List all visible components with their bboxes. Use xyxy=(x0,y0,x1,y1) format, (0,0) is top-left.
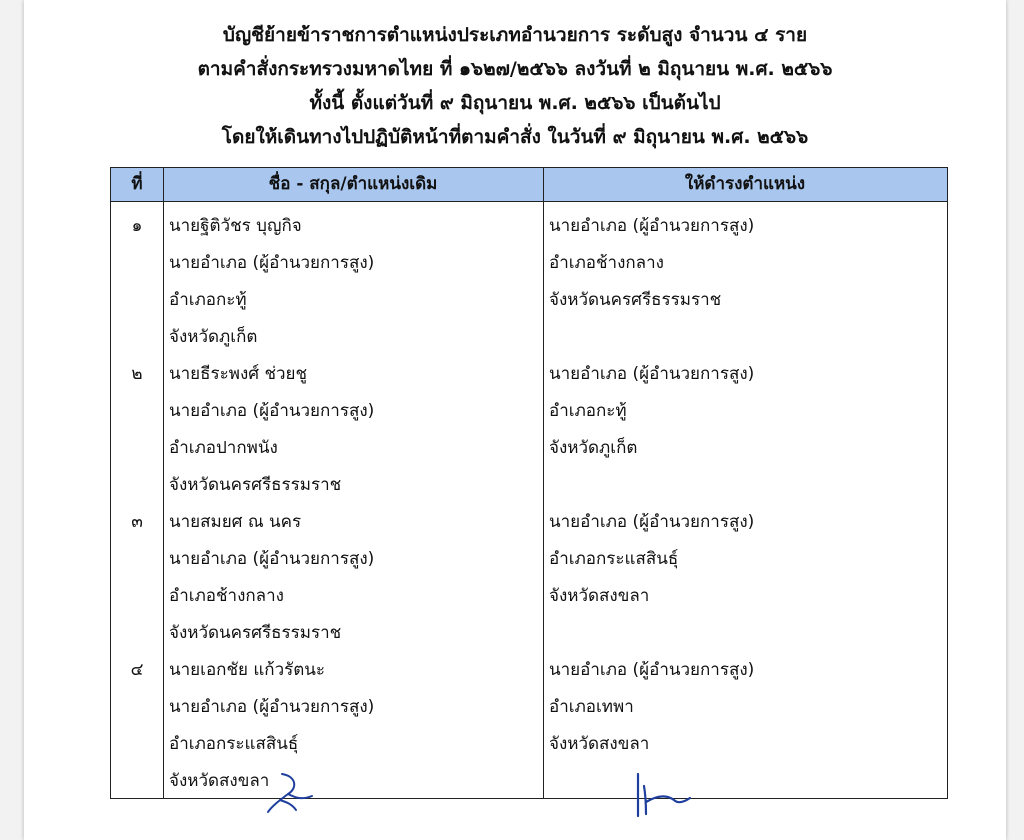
document-header xyxy=(24,18,1006,154)
new-position: นายอำเภอ (ผู้อำนวยการสูง) xyxy=(549,512,755,532)
old-district: อำเภอปากพนัง xyxy=(169,438,278,458)
old-province: จังหวัดภูเก็ต xyxy=(169,327,258,347)
row-number: ๒ xyxy=(131,364,143,384)
table-row xyxy=(111,652,947,800)
person-name: นายธีระพงศ์ ช่วยชู xyxy=(169,364,308,384)
new-position: นายอำเภอ (ผู้อำนวยการสูง) xyxy=(549,364,755,384)
old-position: นายอำเภอ (ผู้อำนวยการสูง) xyxy=(169,549,375,569)
row-number: ๑ xyxy=(131,216,143,236)
table-row xyxy=(111,208,947,356)
name-old-position-cell xyxy=(169,504,539,652)
column-header-name-old-position: ชื่อ - สกุล/ตำแหน่งเดิม xyxy=(268,174,438,194)
person-name: นายสมยศ ณ นคร xyxy=(169,512,302,532)
row-number: ๔ xyxy=(130,660,144,680)
header-order-reference: ตามคำสั่งกระทรวงมหาดไทย ที่ ๑๖๒๗/๒๕๖๖ ลงวันที่ ๒ มิถุนายน พ.ศ. ๒๕๖๖ xyxy=(197,58,833,80)
person-name: นายฐิติวัชร บุญกิจ xyxy=(169,216,302,236)
name-old-position-cell xyxy=(169,356,539,504)
signature-left-icon xyxy=(262,770,322,840)
new-position-cell xyxy=(549,652,939,763)
column-header-new-position: ให้ดำรงตำแหน่ง xyxy=(684,174,806,194)
old-district: อำเภอช้างกลาง xyxy=(169,586,284,606)
new-district: อำเภอช้างกลาง xyxy=(549,253,664,273)
header-travel-date: โดยให้เดินทางไปปฏิบัติหน้าที่ตามคำสั่ง ในวันที่ ๙ มิถุนายน พ.ศ. ๒๕๖๖ xyxy=(221,126,809,148)
old-district: อำเภอกะทู้ xyxy=(169,290,247,310)
transfer-table xyxy=(110,167,948,799)
new-district: อำเภอกระแสสินธุ์ xyxy=(549,549,679,569)
table-row xyxy=(111,504,947,652)
new-province: จังหวัดสงขลา xyxy=(549,734,650,754)
column-header-no: ที่ xyxy=(131,174,143,194)
table-header-row xyxy=(111,168,947,202)
new-province: จังหวัดภูเก็ต xyxy=(549,438,638,458)
old-district: อำเภอกระแสสินธุ์ xyxy=(169,734,299,754)
old-position: นายอำเภอ (ผู้อำนวยการสูง) xyxy=(169,697,375,717)
header-title: บัญชีย้ายข้าราชการตำแหน่งประเภทอำนวยการ ระดับสูง จำนวน ๔ ราย xyxy=(222,24,808,46)
document-page xyxy=(24,0,1006,840)
new-district: อำเภอกะทู้ xyxy=(549,401,627,421)
new-position-cell xyxy=(549,208,939,319)
old-province: จังหวัดนครศรีธรรมราช xyxy=(169,623,342,643)
new-district: อำเภอเทพา xyxy=(549,697,634,717)
table-row xyxy=(111,356,947,504)
name-old-position-cell xyxy=(169,652,539,800)
new-position: นายอำเภอ (ผู้อำนวยการสูง) xyxy=(549,660,755,680)
new-position-cell xyxy=(549,504,939,615)
signature-right-icon xyxy=(628,768,698,840)
new-province: จังหวัดสงขลา xyxy=(549,586,650,606)
row-number: ๓ xyxy=(131,512,143,532)
header-effective-date: ทั้งนี้ ตั้งแต่วันที่ ๙ มิถุนายน พ.ศ. ๒๕๖๖ เป็นต้นไป xyxy=(309,92,721,114)
new-position-cell xyxy=(549,356,939,467)
old-position: นายอำเภอ (ผู้อำนวยการสูง) xyxy=(169,401,375,421)
new-province: จังหวัดนครศรีธรรมราช xyxy=(549,290,722,310)
name-old-position-cell xyxy=(169,208,539,356)
person-name: นายเอกชัย แก้วรัตนะ xyxy=(169,660,326,680)
new-position: นายอำเภอ (ผู้อำนวยการสูง) xyxy=(549,216,755,236)
old-position: นายอำเภอ (ผู้อำนวยการสูง) xyxy=(169,253,375,273)
old-province: จังหวัดสงขลา xyxy=(169,771,270,791)
old-province: จังหวัดนครศรีธรรมราช xyxy=(169,475,342,495)
